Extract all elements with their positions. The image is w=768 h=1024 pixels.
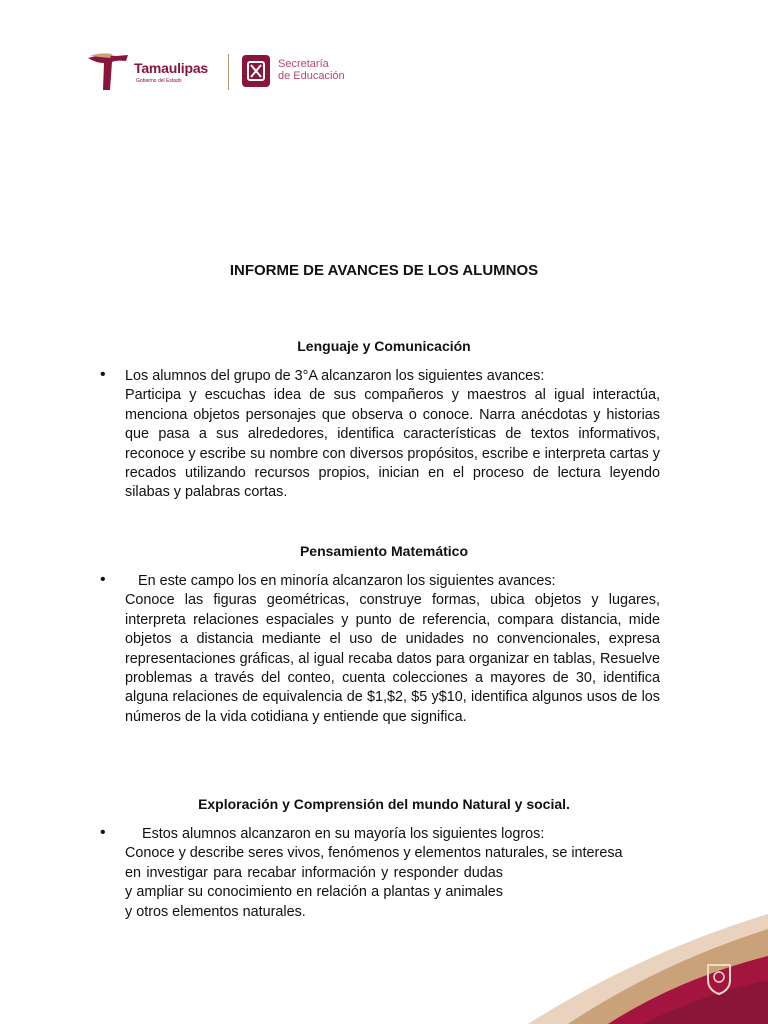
decorative-corner-swoosh bbox=[468, 884, 768, 1024]
secretaria-line1: Secretaría bbox=[278, 58, 329, 70]
section-heading: Exploración y Comprensión del mundo Natural y social. bbox=[198, 796, 570, 812]
tamaulipas-logo-icon bbox=[86, 52, 130, 92]
header bbox=[86, 50, 366, 92]
section-intro: Estos alumnos alcanzaron en su mayoría los siguientes logros: bbox=[142, 826, 545, 842]
bullet-icon: • bbox=[100, 366, 106, 383]
section-heading: Pensamiento Matemático bbox=[299, 543, 469, 559]
bullet-icon: • bbox=[100, 824, 106, 841]
section-intro: En este campo los en minoría alcanzaron los siguientes avances: bbox=[138, 573, 556, 589]
section-body-first-line: Conoce y describe seres vivos, fenómenos y elementos naturales, se interesa bbox=[125, 845, 623, 862]
section-intro: Los alumnos del grupo de 3°A alcanzaron los siguientes avances: bbox=[125, 368, 545, 384]
brand-name: Tamaulipas bbox=[134, 60, 208, 76]
section-body: Conoce las figuras geométricas, construye formas, ubica objetos y lugares, interpreta relaciones espaciales y punto de referencia, compara distancia, mide objetos a distancia mediante el uso de unidades no convencionales, expresa representaciones gráficas, al igual recaba datos para organizar en tablas, Resuelve problemas a través del conteo, cuenta colecciones a mayores de 30, identifica alguna relaciones de equivalencia de $1,$2, $5 y$10, identifica algunos usos de los números de la vida cotidiana y entiende que significa. bbox=[125, 592, 660, 725]
logo-divider bbox=[228, 54, 229, 90]
section-paragraph bbox=[125, 572, 660, 727]
section-heading: Lenguaje y Comunicación bbox=[297, 338, 471, 354]
brand-subtitle: Gobierno del Estado bbox=[136, 78, 182, 84]
section-matematico bbox=[0, 543, 768, 559]
section-body: Participa y escuchas idea de sus compañeros y maestros al igual interactúa, menciona objetos personajes que observa o conoce. Narra anécdotas y historias que pasa a sus alrededores, identifica características de textos informativos, reconoce y escribe su nombre con diversos propósitos, escribe e interpreta cartas y recados utilizando recursos propios, inician en el proceso de lectura leyendo silabas y palabras cortas. bbox=[125, 387, 660, 501]
section-body: en investigar para recabar información y responder dudas y ampliar su conocimiento en relación a plantas y animales y otros elementos naturales. bbox=[125, 864, 503, 920]
document-title: INFORME DE AVANCES DE LOS ALUMNOS bbox=[229, 262, 539, 279]
state-crest-icon bbox=[704, 962, 734, 996]
secretaria-label bbox=[278, 58, 345, 82]
bullet-icon: • bbox=[100, 571, 106, 588]
section-exploracion bbox=[0, 796, 768, 812]
secretaria-line2: de Educación bbox=[278, 70, 345, 82]
section-lenguaje bbox=[0, 338, 768, 354]
section-paragraph bbox=[125, 367, 660, 503]
secretaria-education-icon bbox=[242, 55, 270, 87]
